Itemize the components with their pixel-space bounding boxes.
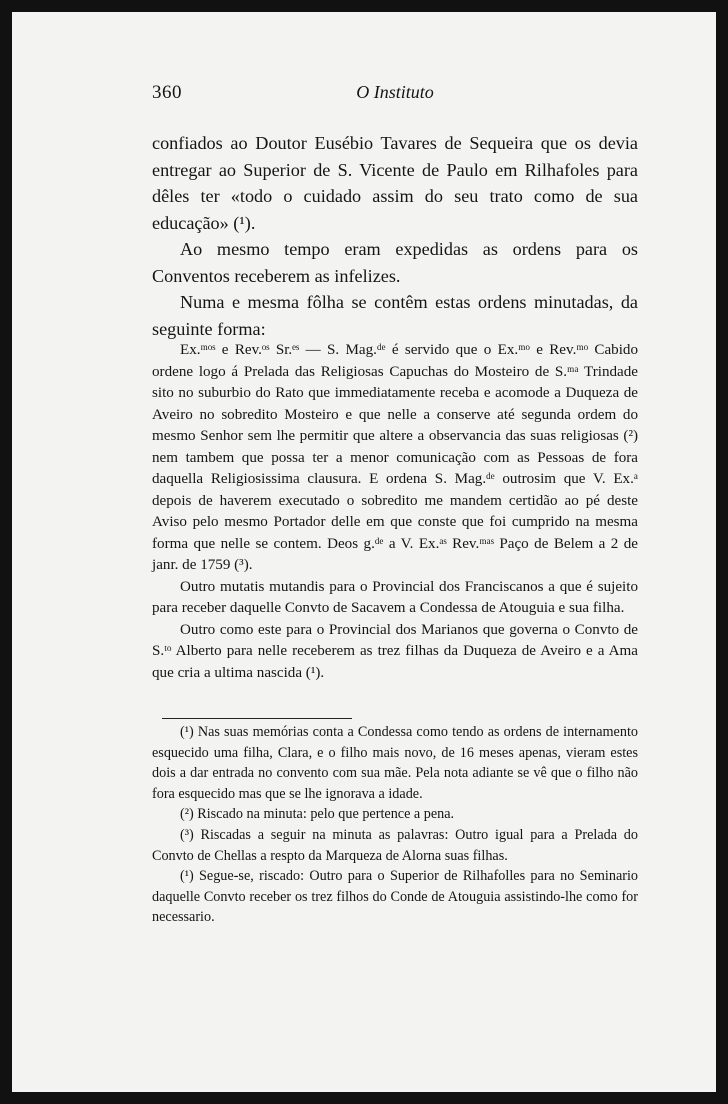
footnote-1: (¹) Nas suas memórias conta a Condessa como tendo as ordens de internamento esquecido uma filha, Clara, e o filho mais novo, de 16 meses apenas, vieram estes dois a dar entrada no convento com sua mãe. Pela nota adiante se vê que o filho não fora esquecido mas que se lhe ignorava a idade. [152, 724, 638, 802]
quote-paragraph-3: Outro como este para o Provincial dos Marianos que governa o Convto de S.ᵗᵒ Alberto para nelle receberem as trez filhas da Duqueza de Aveiro e a Ama que cria a ultima nascida (¹). [152, 621, 638, 681]
book-page [12, 12, 716, 1092]
running-title: O Instituto [356, 82, 434, 102]
footnote-2: (²) Riscado na minuta: pelo que pertence a pena. [180, 806, 455, 823]
footnote-divider [162, 718, 352, 719]
page-number: 360 [152, 82, 182, 103]
quote-paragraph-1: Ex.ᵐᵒˢ e Rev.ᵒˢ Sr.ᵉˢ — S. Mag.ᵈᵉ é servido que o Ex.ᵐᵒ e Rev.ᵐᵒ Cabido ordene logo á Prelada das Religiosas Capuchas do Mosteiro de S.ᵐᵃ Trindade sito no suburbio do Rato que immediatamente receba e acomode a Duqueza de Aveiro no sobredito Mosteiro e que nelle a conserve até segunda ordem do mesmo Senhor sem lhe permitir que altere a observancia das suas religiosas (²) nem tambem que possa ter a menor comunicação com as Pessoas de fora daquella Religiosissima clausura. E ordena S. Mag.ᵈᵉ outrosim que V. Ex.ᵃ depois de haverem executado o sobredito me mandem certidão ao pé deste Aviso pelo mesmo Portador delle em que conste que foi cumprido na mesma forma que nelle se contem. Deos g.ᵈᵉ a V. Ex.ᵃˢ Rev.ᵐᵃˢ Paço de Belem a 2 de janr. de 1759 (³). [152, 342, 638, 573]
footnote-4: (¹) Segue-se, riscado: Outro para o Superior de Rilhafolles para no Seminario daquelle Convto receber os trez filhos do Conde de Atouguia assistindo-lhe como for necessario. [152, 868, 638, 926]
body-paragraph-1: confiados ao Doutor Eusébio Tavares de Sequeira que os devia entregar ao Superior de S. Vicente de Paulo em Rilhafoles para dêles ter «todo o cuidado assim do seu trato como de sua educação» (¹). [152, 133, 638, 233]
quote-paragraph-2: Outro mutatis mutandis para o Provincial dos Franciscanos a que é sujeito para receber daquelle Convto de Sacavem a Condessa de Atouguia e sua filha. [152, 578, 638, 616]
footnote-3: (³) Riscadas a seguir na minuta as palavras: Outro igual para a Prelada do Convto de Chellas a respto da Marqueza de Alorna suas filhas. [152, 826, 638, 864]
body-text [152, 130, 638, 342]
body-paragraph-3: Numa e mesma fôlha se contêm estas ordens minutadas, da seguinte forma: [152, 292, 638, 339]
body-paragraph-2: Ao mesmo tempo eram expedidas as ordens para os Conventos receberem as infelizes. [152, 239, 638, 286]
quoted-document [152, 340, 638, 684]
footnotes [152, 722, 638, 928]
page-header [152, 78, 638, 106]
